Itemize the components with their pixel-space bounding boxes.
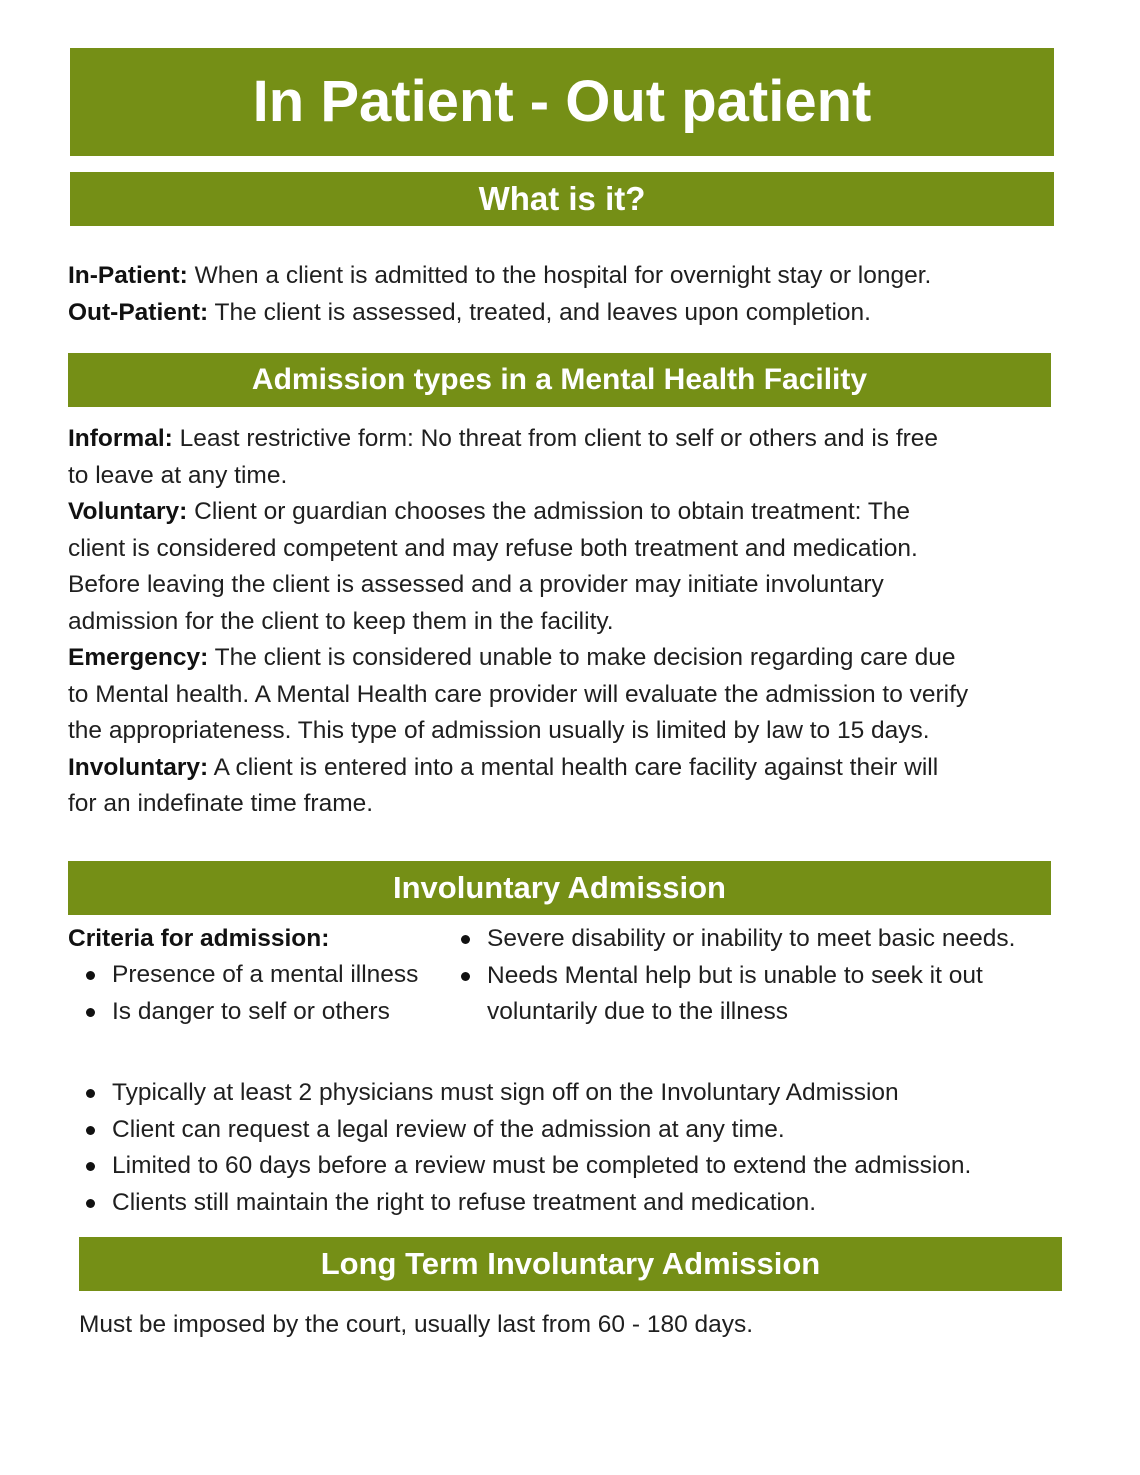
emergency-line-1	[68, 640, 968, 677]
involuntary-text: A client is entered into a mental health care facility against their will	[208, 753, 939, 781]
page-title: In Patient - Out patient	[70, 48, 1054, 156]
voluntary-line-4: admission for the client to keep them in the facility.	[68, 607, 614, 635]
inpatient-text: When a client is admitted to the hospital for overnight stay or longer.	[187, 262, 932, 289]
bullet-icon	[461, 935, 470, 944]
criteria-list-right	[487, 921, 1047, 1031]
emergency-text: The client is considered unable to make decision regarding care due	[208, 644, 956, 671]
outpatient-definition	[68, 295, 931, 332]
voluntary-line-2: client is considered competent and may refuse both treatment and medication.	[68, 534, 918, 562]
voluntary-text: Client or guardian chooses the admission to obtain treatment: The	[187, 498, 911, 525]
emergency-line-3: the appropriateness. This type of admission usually is limited by law to 15 days.	[68, 717, 930, 744]
outpatient-term: Out-Patient:	[68, 298, 209, 326]
criteria-list-left	[112, 957, 418, 1030]
what-is-it-heading: What is it?	[70, 172, 1054, 226]
list-item-text: Limited to 60 days before a review must be completed to extend the admission.	[112, 1152, 972, 1179]
informal-text: Least restrictive form: No threat from client to self or others and is free	[172, 425, 939, 452]
long-term-text: Must be imposed by the court, usually last from 60 - 180 days.	[79, 1311, 754, 1338]
bullet-icon	[86, 1199, 95, 1208]
emergency-line-2: to Mental health. A Mental Health care provider will evaluate the admission to verify	[68, 680, 969, 708]
emergency-term: Emergency:	[68, 644, 209, 671]
outpatient-text: The client is assessed, treated, and leaves upon completion.	[208, 298, 871, 326]
voluntary-term: Voluntary:	[68, 498, 188, 525]
list-item-text: Client can request a legal review of the admission at any time.	[112, 1115, 785, 1143]
bullet-icon	[86, 1126, 95, 1135]
involuntary-admission-heading: Involuntary Admission	[68, 861, 1051, 915]
list-item	[112, 1112, 971, 1149]
list-item	[112, 1075, 971, 1112]
informal-term: Informal:	[68, 425, 173, 452]
list-item-text: Is danger to self or others	[112, 997, 390, 1025]
bullet-icon	[461, 972, 470, 981]
list-item-text: Needs Mental help but is unable to seek it out voluntarily due to the illness	[487, 961, 983, 1025]
list-item	[112, 957, 418, 994]
bullet-icon	[86, 1162, 95, 1171]
list-item-text: Typically at least 2 physicians must sign off on the Involuntary Admission	[112, 1079, 899, 1106]
criteria-heading: Criteria for admission:	[68, 925, 330, 952]
what-is-it-section	[68, 258, 931, 331]
list-item	[487, 958, 1047, 1031]
informal-line-1	[68, 421, 968, 458]
admission-types-section	[68, 421, 968, 823]
list-item-text: Presence of a mental illness	[112, 961, 419, 988]
involuntary-line-2: for an indefinate time frame.	[68, 790, 374, 817]
inpatient-definition	[68, 258, 931, 295]
involuntary-term: Involuntary:	[68, 753, 209, 781]
inpatient-term: In-Patient:	[68, 262, 188, 289]
bullet-icon	[86, 971, 95, 980]
list-item	[112, 994, 418, 1031]
bullet-icon	[86, 1089, 95, 1098]
admission-types-heading: Admission types in a Mental Health Facility	[68, 353, 1051, 407]
involuntary-points-list	[112, 1075, 971, 1221]
list-item	[112, 1148, 971, 1185]
list-item	[487, 921, 1047, 958]
bullet-icon	[86, 1008, 95, 1017]
involuntary-line-1	[68, 750, 968, 787]
list-item-text: Severe disability or inability to meet basic needs.	[487, 925, 1016, 952]
informal-line-2: to leave at any time.	[68, 461, 288, 489]
voluntary-line-1	[68, 494, 968, 531]
list-item	[112, 1185, 971, 1222]
voluntary-line-3: Before leaving the client is assessed and a provider may initiate involuntary	[68, 571, 884, 598]
long-term-heading: Long Term Involuntary Admission	[79, 1237, 1062, 1291]
list-item-text: Clients still maintain the right to refuse treatment and medication.	[112, 1188, 817, 1216]
